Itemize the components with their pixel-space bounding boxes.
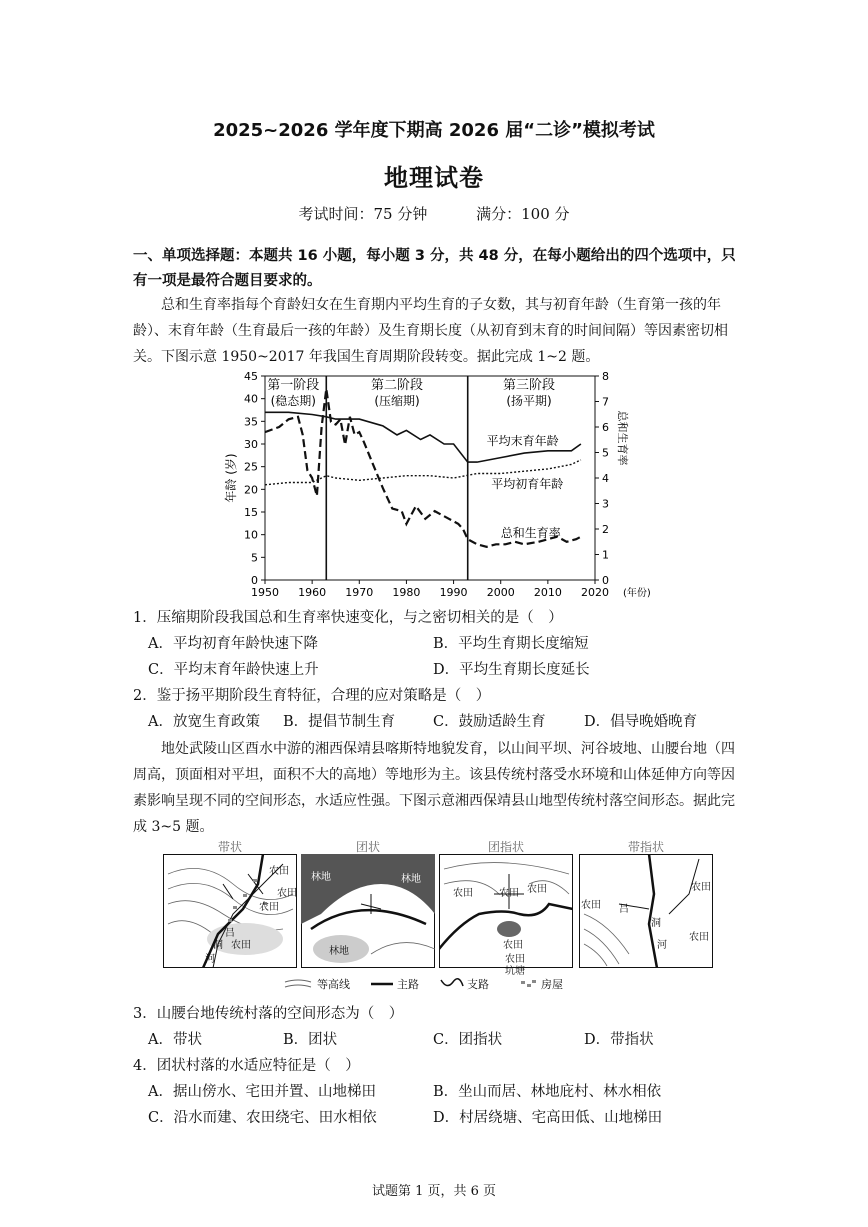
q4-stem: 4．团状村落的水适应特征是（ ）: [133, 1058, 360, 1074]
map-label: 农田: [505, 954, 525, 965]
x-tick-label: 2000: [486, 586, 515, 599]
map-label: 林地: [311, 872, 331, 883]
map-label: 农田: [259, 902, 279, 913]
map-label: 河: [657, 940, 667, 951]
q4-option-a[interactable]: A．据山傍水、宅田并置、山地梯田: [148, 1084, 376, 1100]
y-tick-label: 45: [244, 370, 258, 383]
map-label: 林地: [401, 874, 421, 885]
q2-option-d[interactable]: D．倡导晚婚晚育: [584, 714, 698, 730]
y2-tick-label: 4: [602, 472, 609, 485]
map-label: 坑塘: [505, 966, 525, 977]
y2-tick-label: 3: [602, 497, 609, 511]
passage-1: 总和生育率指每个育龄妇女在生育期内平均生育的子女数，其与初育年龄（生育第一孩的年龄）、末育年龄（生育最后一孩的年龄）及生育期长度（从初育到末育的时间间隔）等因素密切相关。下图示意 1950~2017 年我国生育周期阶段转变。据此完成 1~2 题。: [133, 297, 728, 365]
y-tick-label: 15: [244, 506, 258, 519]
map-label: 农田: [503, 940, 523, 951]
map-label: 农田: [231, 940, 251, 951]
x-tick-label: 2010: [533, 586, 562, 599]
y2-tick-label: 8: [602, 370, 609, 383]
q1-option-b[interactable]: B．平均生育期长度缩短: [433, 636, 589, 652]
x-tick-label: 1980: [392, 586, 421, 599]
fertility-chart: [215, 368, 655, 608]
subject-title: 地理试卷: [384, 164, 484, 192]
map-label: 农田: [691, 882, 711, 893]
q3-option-d[interactable]: D．带指状: [584, 1032, 654, 1048]
map-label: 农田: [269, 866, 289, 877]
legend-branch-road: 支路: [467, 978, 489, 991]
q3-option-a[interactable]: A．带状: [148, 1032, 202, 1048]
q2-option-c[interactable]: C．鼓励适龄生育: [433, 714, 546, 730]
q1-option-a[interactable]: A．平均初育年龄快速下降: [148, 636, 318, 652]
stage-label: 第三阶段: [502, 378, 556, 393]
q4-option-c[interactable]: C．沿水而建、农田绕宅、田水相依: [148, 1110, 377, 1126]
map-panel-band-finger: [579, 838, 713, 968]
x-unit: (年份): [623, 588, 651, 599]
q2-option-a[interactable]: A．放宽生育政策: [148, 714, 260, 730]
stage-sub-label: (扬平期): [506, 394, 552, 408]
map-panel-cluster-finger: [439, 838, 573, 977]
stage-label: 第二阶段: [370, 378, 424, 393]
series-line: [265, 389, 581, 547]
q2-option-b[interactable]: B．提倡节制生育: [283, 714, 396, 730]
x-tick-label: 1990: [439, 586, 468, 599]
map-label: 洞: [651, 918, 661, 929]
y-tick-label: 20: [244, 483, 258, 497]
legend-houses: 房屋: [541, 978, 563, 991]
x-tick-label: 1970: [345, 586, 374, 599]
y-tick-label: 30: [244, 438, 258, 451]
map-label: 吕: [619, 904, 629, 915]
y2-tick-label: 0: [602, 574, 609, 587]
q3-option-c[interactable]: C．团指状: [433, 1032, 503, 1048]
y2-tick-label: 5: [602, 446, 609, 460]
stage-label: 第一阶段: [267, 378, 320, 393]
x-tick-label: 1960: [298, 586, 327, 599]
legend-main-road: 主路: [397, 978, 419, 991]
y-tick-label: 40: [244, 392, 258, 406]
exam-time: 考试时间：75 分钟: [298, 205, 428, 223]
map-label: 吕: [225, 928, 235, 939]
series-label: 平均初育年龄: [491, 476, 564, 491]
map-label: 洞: [213, 940, 223, 951]
y2-tick-label: 6: [602, 421, 609, 434]
exam-meta: [0, 203, 868, 224]
y-tick-label: 25: [244, 460, 258, 474]
map-title: 团指状: [487, 840, 524, 854]
x-tick-label: 2020: [581, 586, 609, 599]
y2-tick-label: 1: [602, 548, 609, 562]
map-panel-band: [163, 838, 297, 968]
map-label: 农田: [453, 888, 473, 899]
exam-title: 2025~2026 学年度下期高 2026 届“二诊”模拟考试: [213, 120, 655, 141]
y-tick-label: 35: [244, 415, 258, 429]
page-footer: 试题第 1 页，共 6 页: [371, 1184, 497, 1199]
q1-stem: 1．压缩期阶段我国总和生育率快速变化，与之密切相关的是（ ）: [133, 610, 563, 626]
y-tick-label: 0: [251, 574, 258, 587]
q3-stem: 3．山腰台地传统村落的空间形态为（ ）: [133, 1006, 404, 1022]
y2-tick-label: 7: [602, 395, 609, 409]
q3-option-b[interactable]: B．团状: [283, 1032, 338, 1048]
map-label: 农田: [689, 932, 709, 943]
y-axis-label: 年龄 (岁): [224, 453, 238, 503]
q4-option-d[interactable]: D．村居绕塘、宅高田低、山地梯田: [433, 1110, 663, 1126]
q4-option-b[interactable]: B．坐山而居、林地庇村、林水相依: [433, 1084, 662, 1100]
q1-option-c[interactable]: C．平均末育年龄快速上升: [148, 662, 319, 678]
q1-option-d[interactable]: D．平均生育期长度延长: [433, 662, 590, 678]
series-label: 总和生育率: [500, 525, 561, 540]
village-maps: [163, 838, 715, 994]
exam-score: 满分：100 分: [476, 205, 570, 223]
y2-axis-label: 总和生育率: [616, 410, 629, 466]
stage-sub-label: (稳态期): [270, 394, 316, 408]
q2-stem: 2．鉴于扬平期阶段生育特征，合理的应对策略是（ ）: [133, 688, 491, 704]
y-tick-label: 10: [244, 528, 258, 542]
map-title: 团状: [355, 840, 380, 854]
series-label: 平均末育年龄: [486, 433, 559, 448]
section-heading: 一、单项选择题：本题共 16 小题，每小题 3 分，共 48 分，在每小题给出的四个选项中，只有一项是最符合题目要求的。: [133, 248, 736, 289]
map-label: 农田: [499, 888, 519, 899]
map-title: 带指状: [627, 840, 664, 854]
map-title: 带状: [217, 840, 242, 854]
map-panel-cluster: [301, 838, 435, 968]
x-tick-label: 1950: [251, 586, 279, 599]
map-label: 农田: [527, 884, 547, 895]
passage-2: 地处武陵山区酉水中游的湘西保靖县喀斯特地貌发育，以山间平坝、河谷坡地、山腰台地（四周高，顶面相对平坦，面积不大的高地）等地形为主。该县传统村落受水环境和山体延伸方向等因素影响呈现不同的空间形态，水适应性强。下图示意湘西保靖县山地型传统村落空间形态。据此完成 3~5 题。: [133, 741, 735, 835]
map-label: 农田: [277, 888, 297, 899]
map-label: 农田: [581, 900, 601, 911]
map-label: 河: [205, 954, 215, 965]
legend-contour: 等高线: [317, 978, 350, 991]
stage-sub-label: (压缩期): [374, 394, 420, 408]
map-legend: [283, 976, 703, 994]
map-label: 林地: [329, 946, 349, 957]
y2-tick-label: 2: [602, 523, 609, 536]
y-tick-label: 5: [251, 551, 258, 565]
